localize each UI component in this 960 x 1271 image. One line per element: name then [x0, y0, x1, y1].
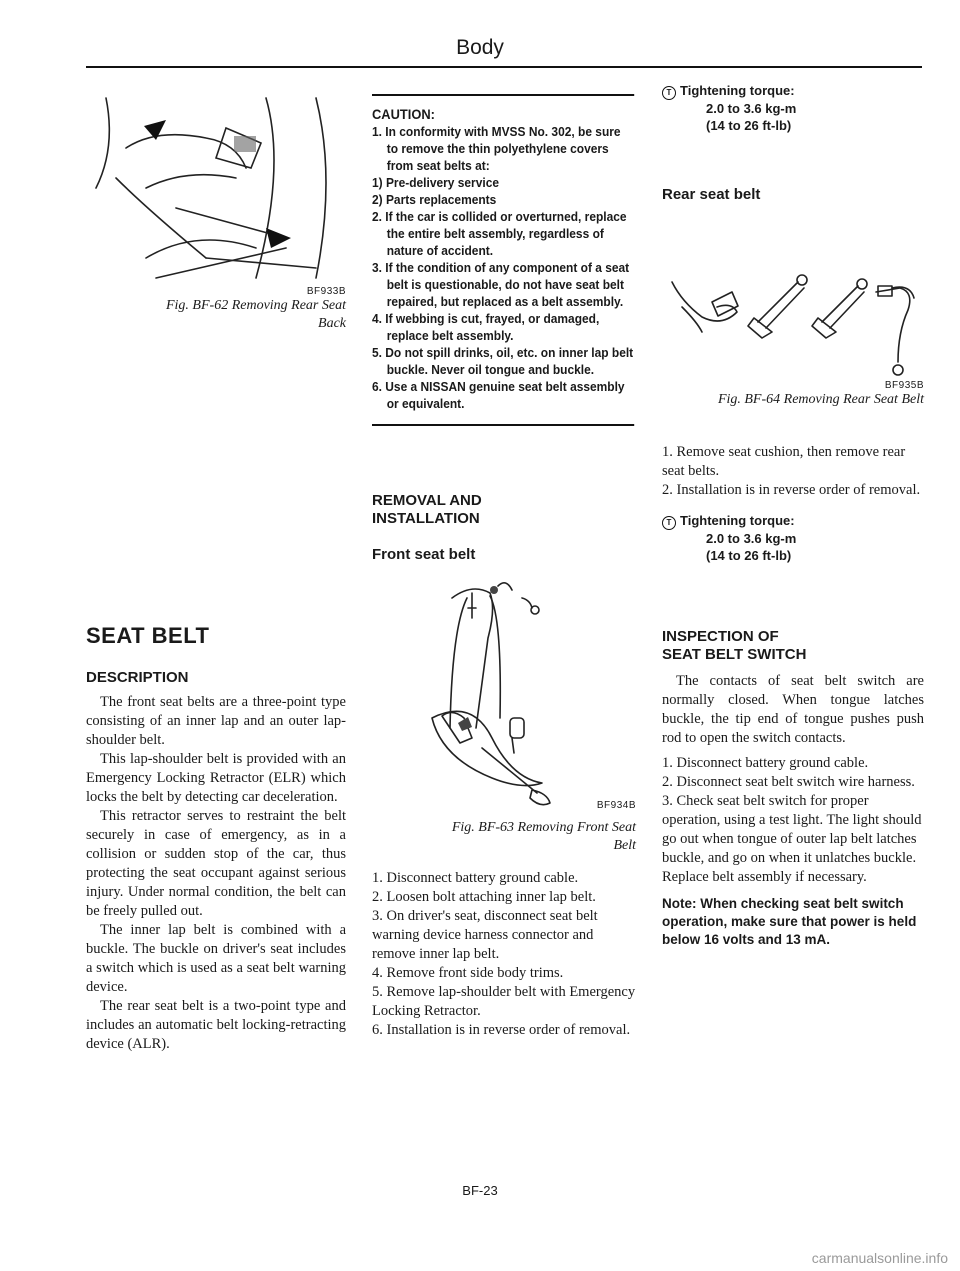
- inspection-steps: [662, 754, 924, 887]
- caution-item: 3. If the condition of any component of a seat belt is questionable, do not have seat belt repaired, but replaced as a belt assembly.: [372, 260, 630, 309]
- step-item: 3. On driver's seat, disconnect seat belt warning device harness connector and remove inner lap belt.: [372, 908, 598, 962]
- caution-item: 6. Use a NISSAN genuine seat belt assembly or equivalent.: [372, 379, 625, 411]
- rear-seat-belt-title: Rear seat belt: [662, 186, 761, 203]
- rear-belt-steps: [662, 443, 924, 500]
- caution-subitem: 1) Pre-delivery service: [372, 175, 500, 190]
- caution-box: [372, 94, 634, 426]
- paragraph: The rear seat belt is a two-point type and includes an automatic belt locking-retracting device (ALR).: [86, 998, 346, 1052]
- caption-line: Fig. BF-63 Removing Front Seat: [451, 820, 636, 835]
- section-title-seat-belt: SEAT BELT: [86, 623, 210, 648]
- rear-seat-belt-illustration: [662, 262, 924, 382]
- paragraph: This lap-shoulder belt is provided with an Emergency Locking Retractor (ELR) which locks the belt by detecting car deceleration.: [86, 751, 346, 805]
- caution-item: 1. In conformity with MVSS No. 302, be sure to remove the thin polyethylene covers from seat belts at:: [372, 124, 621, 173]
- description-text: [86, 693, 346, 1054]
- torque-icon: T: [662, 516, 676, 530]
- caution-subitem: 2) Parts replacements: [372, 192, 497, 207]
- caption-line: Back: [318, 316, 346, 331]
- figure-bf63: [372, 568, 636, 855]
- step-item: 6. Installation is in reverse order of removal.: [372, 1022, 631, 1038]
- column-middle: [372, 94, 636, 1040]
- figure-bf64: [662, 262, 924, 409]
- torque-value: 2.0 to 3.6 kg-m: [706, 101, 797, 116]
- paragraph: The front seat belts are a three-point type consisting of an inner lap and an outer lap-shoulder belt.: [86, 694, 346, 748]
- step-item: 1. Remove seat cushion, then remove rear seat belts.: [662, 444, 906, 479]
- torque-label: Tightening torque:: [680, 83, 795, 98]
- step-item: 3. Check seat belt switch for proper operation, using a test light. The light should go out when tongue of outer lap belt latches buckle, and go on when it unlatches buckle. Replace belt assembly if necessary.: [662, 793, 922, 885]
- figure-code: BF933B: [306, 286, 346, 297]
- caution-title: CAUTION:: [372, 106, 435, 122]
- paragraph: This retractor serves to restraint the belt securely in case of emergency, as in a collision or sudden stop of the car, thus protecting the seat occupant against serious injury. Under normal condition, the belt can be freely pulled out.: [86, 808, 346, 919]
- torque-value: 2.0 to 3.6 kg-m: [706, 531, 797, 546]
- step-item: 5. Remove lap-shoulder belt with Emergency Locking Retractor.: [372, 984, 636, 1019]
- torque-label: Tightening torque:: [680, 513, 795, 528]
- figure-caption: Fig. BF-64 Removing Rear Seat Belt: [717, 392, 924, 407]
- figure-bf62: [86, 88, 346, 333]
- step-item: 2. Installation is in reverse order of removal.: [662, 482, 921, 498]
- figure-code: BF935B: [884, 380, 924, 391]
- column-left: [86, 88, 346, 1054]
- note-block: [662, 895, 924, 949]
- tightening-torque-2: [662, 512, 924, 564]
- tightening-torque-1: [662, 82, 924, 134]
- subsection-title-description: DESCRIPTION: [86, 669, 189, 686]
- step-item: 1. Disconnect battery ground cable.: [372, 870, 579, 886]
- torque-value: (14 to 26 ft-lb): [706, 548, 792, 563]
- figure-caption: [372, 819, 636, 855]
- step-item: 2. Disconnect seat belt switch wire harness.: [662, 774, 915, 790]
- torque-value: (14 to 26 ft-lb): [706, 118, 792, 133]
- header-rule: [86, 66, 922, 68]
- title-line: REMOVAL AND: [372, 492, 482, 509]
- note-text: When checking seat belt switch operation, make sure that power is held below 16 volts and 13 mA.: [662, 896, 917, 947]
- step-item: 1. Disconnect battery ground cable.: [662, 755, 869, 771]
- step-item: 4. Remove front side body trims.: [372, 965, 564, 981]
- front-belt-steps: [372, 869, 636, 1040]
- figure-code: BF934B: [596, 800, 636, 811]
- title-line: INSTALLATION: [372, 510, 480, 527]
- caution-item: 4. If webbing is cut, frayed, or damaged, replace belt assembly.: [372, 311, 600, 343]
- inspection-intro: [662, 672, 924, 748]
- page-header-title: Body: [456, 36, 504, 59]
- caption-line: Belt: [613, 838, 636, 853]
- figure-caption: [86, 297, 346, 333]
- step-item: 2. Loosen bolt attaching inner lap belt.: [372, 889, 596, 905]
- front-seat-belt-title: Front seat belt: [372, 546, 476, 563]
- title-line: INSPECTION OF: [662, 628, 779, 645]
- column-right: [662, 82, 924, 949]
- page-number: BF-23: [462, 1183, 498, 1198]
- note-label: Note:: [662, 896, 697, 911]
- caption-line: Fig. BF-62 Removing Rear Seat: [165, 298, 346, 313]
- watermark: carmanualsonline.info: [811, 1250, 948, 1266]
- torque-icon: T: [662, 86, 676, 100]
- caution-item: 2. If the car is collided or overturned, replace the entire belt assembly, regardless of nature of accident.: [372, 209, 627, 258]
- front-seat-belt-illustration: [372, 568, 636, 818]
- paragraph: The inner lap belt is combined with a buckle. The buckle on driver's seat includes a switch which is used as a seat belt warning device.: [86, 922, 346, 995]
- removal-installation-title: [372, 492, 636, 528]
- rear-seat-back-illustration: [86, 88, 346, 288]
- title-line: SEAT BELT SWITCH: [662, 646, 807, 663]
- paragraph: The contacts of seat belt switch are normally closed. When tongue latches buckle, the tip end of tongue pushes push rod to open the switch contacts.: [662, 673, 924, 746]
- caution-item: 5. Do not spill drinks, oil, etc. on inner lap belt buckle. Never oil tongue and buckle.: [372, 345, 634, 377]
- inspection-title: [662, 628, 924, 664]
